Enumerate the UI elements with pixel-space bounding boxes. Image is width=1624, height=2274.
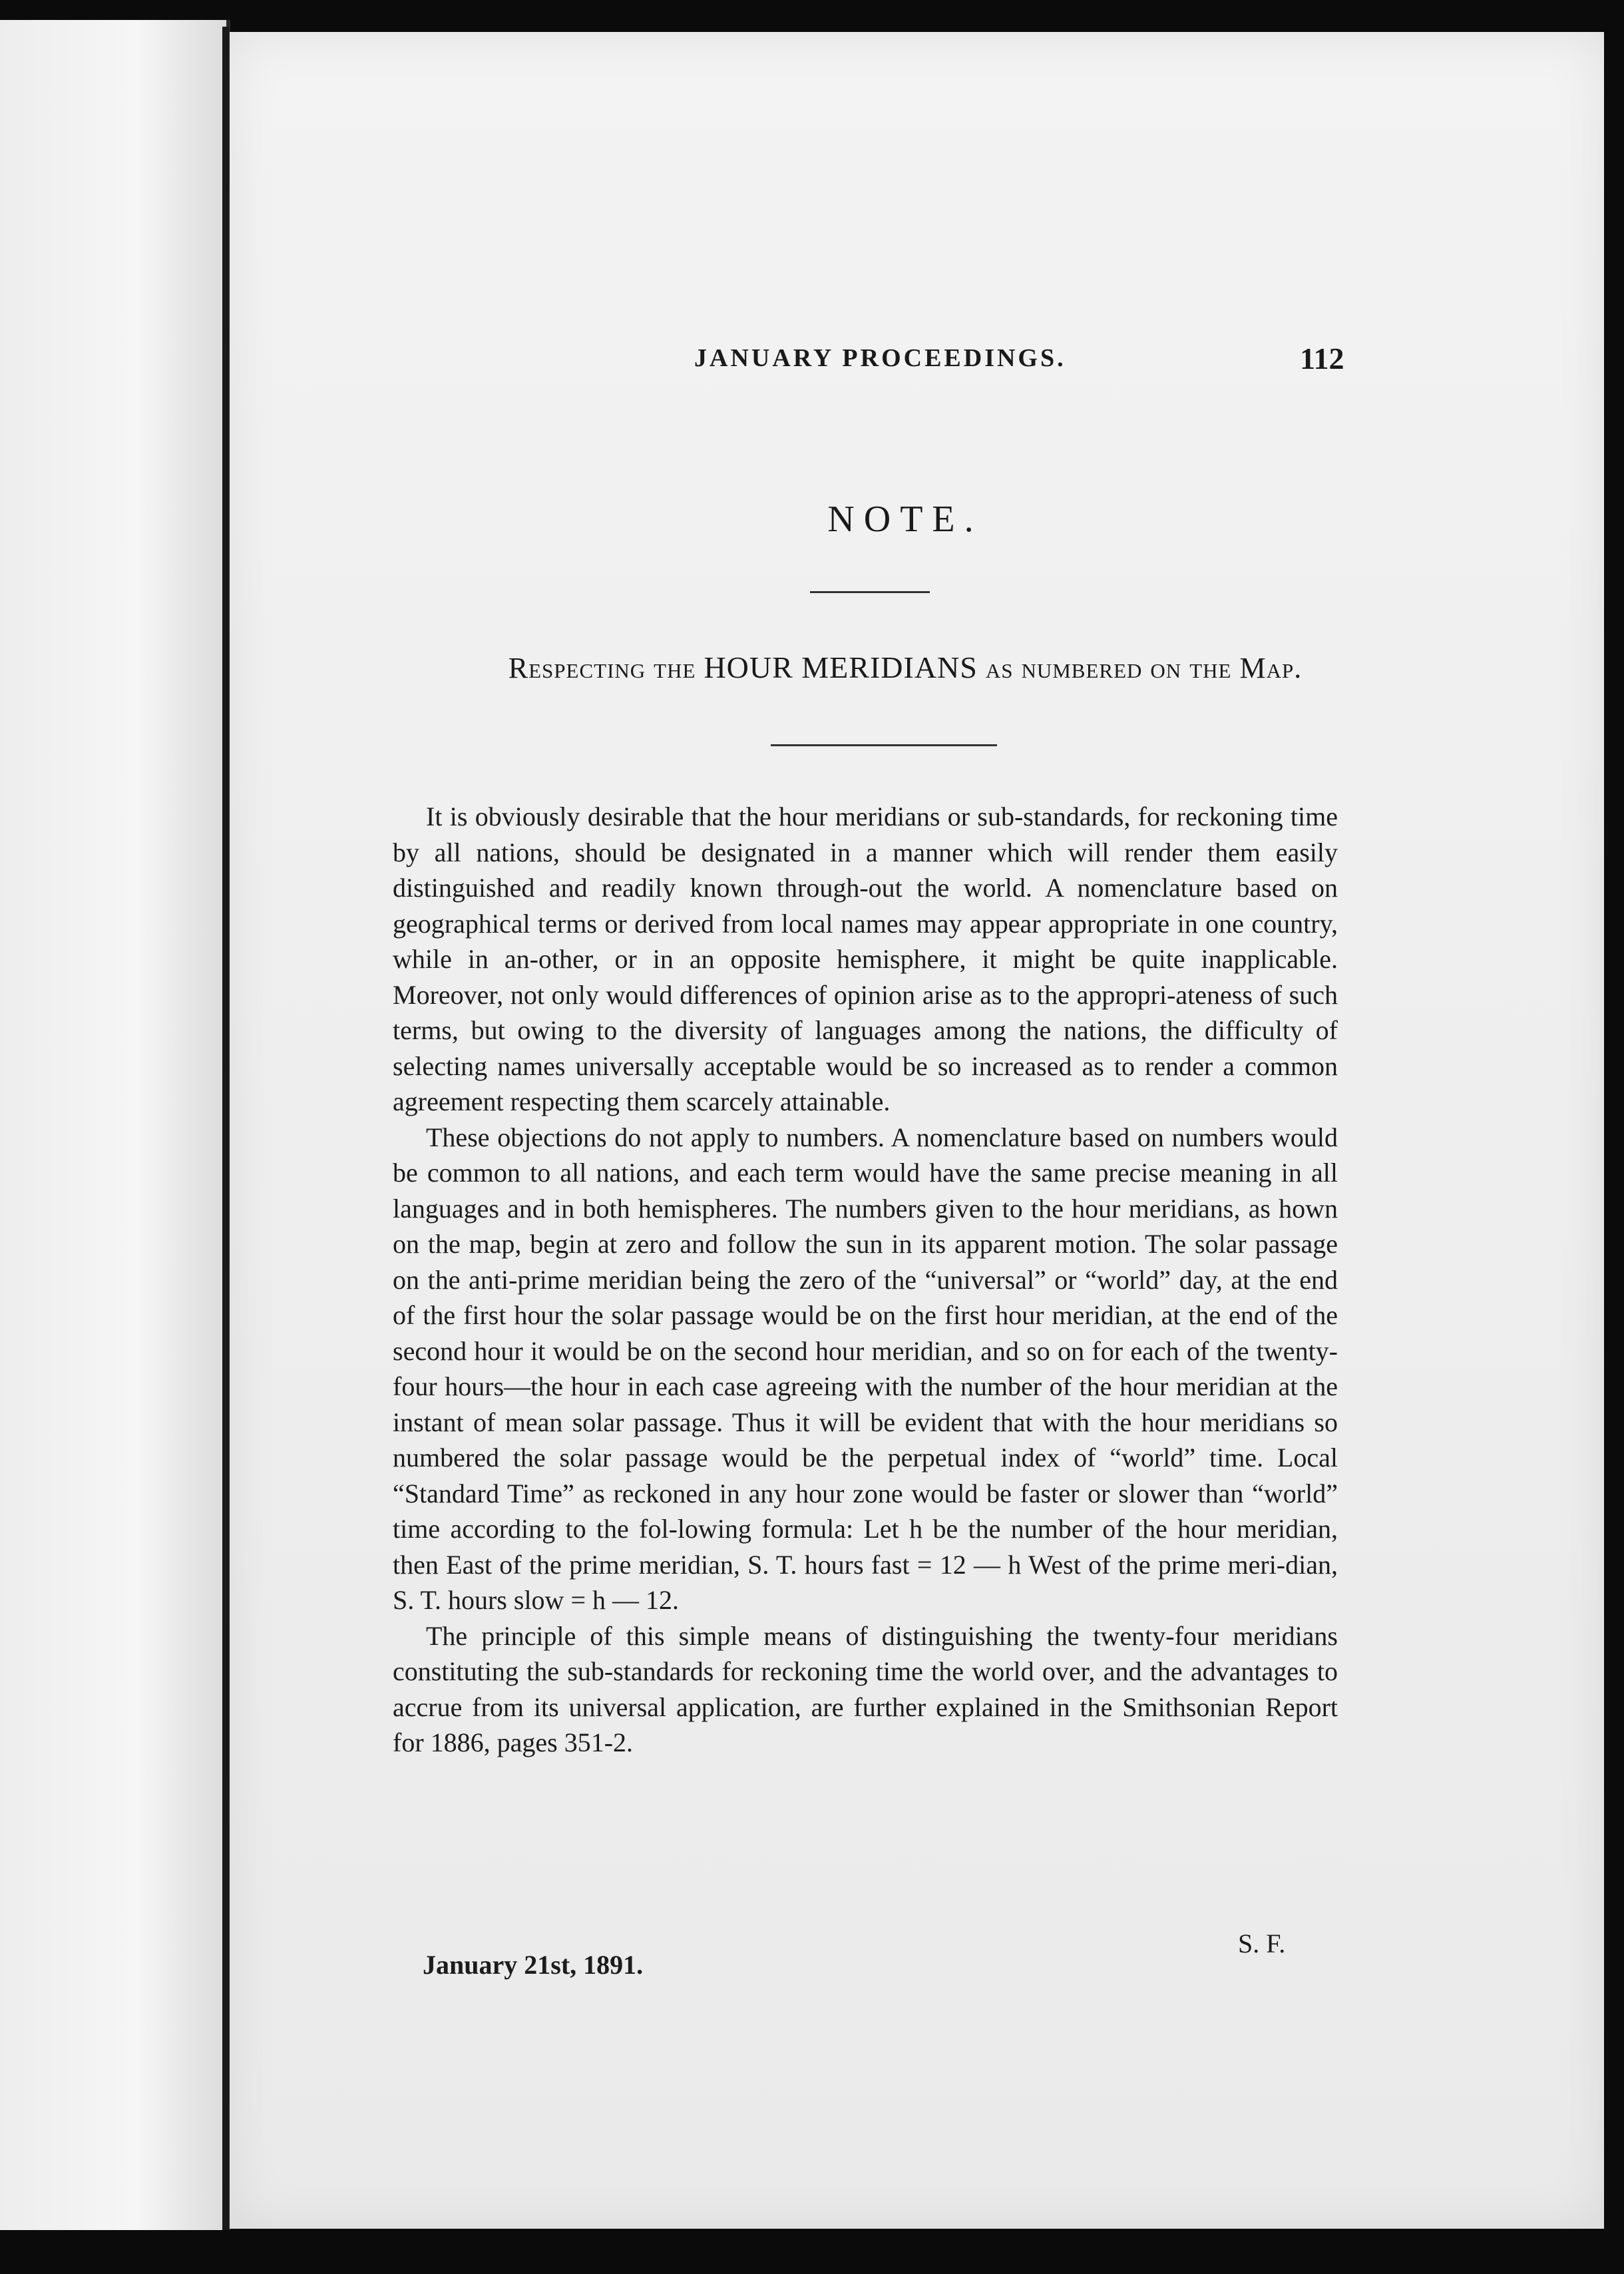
running-head	[230, 343, 1581, 383]
paragraph: The principle of this simple means of distinguishing the twenty-four meridians constituting the sub-standards for reckoning time the world over, and the advantages to accrue from its universal application, are further explained in the Smithsonian Report for 1886, pages 351-2.	[393, 1620, 1338, 1757]
book-binding	[222, 27, 229, 2230]
document-page	[230, 32, 1604, 2229]
paragraph: These objections do not apply to numbers. A nomenclature based on numbers would be common to all nations, and each term would have the same precise meaning in all languages and in both hemispheres. The numbers given to the hour meridians, as hown on the map, begin at zero and follow the sun in its apparent motion. The solar passage on the anti-prime meridian being the zero of the “universal” or “world” day, at the end of the first hour the solar passage would be on the first hour meridian, at the end of the second hour it would be on the second hour meridian, and so on for each of the twenty-four hours—the hour in each case agreeing with the number of the hour meridian at the instant of mean solar passage. Thus it will be evident that with the hour meridians so numbered the solar passage would be the perpetual index of “world” time. Local “Standard Time” as reckoned in any hour zone would be faster or slower than “world” time according to the fol-lowing formula: Let h be the number of the hour meridian, then East of the prime meridian, S. T. hours fast = 12 — h West of the prime meri-dian, S. T. hours slow = h — 12.	[393, 1122, 1338, 1615]
subtitle-lead: Respecting the	[508, 652, 704, 684]
facing-page-edge	[0, 20, 230, 2230]
subtitle	[230, 650, 1581, 685]
paragraph: It is obviously desirable that the hour meridians or sub-standards, for reckoning time by all nations, should be designated in a manner which will render them easily distinguished and readily known through-out the world. A nomenclature based on geographical terms or derived from local names may appear appropriate in one country, while in an-other, or in an opposite hemisphere, it might be quite inapplicable. Moreover, not only would differences of opinion arise as to the appropri-ateness of such terms, but owing to the diversity of languages among the nations, the difficulty of selecting names universally acceptable would be so increased as to render a common agreement respecting them scarcely attainable.	[393, 801, 1338, 1116]
subtitle-emphasis: HOUR MERIDIANS	[704, 650, 978, 684]
divider-rule	[771, 744, 997, 746]
body-text	[393, 799, 1338, 1761]
note-title: NOTE.	[827, 499, 983, 540]
date-line: January 21st, 1891.	[423, 1950, 644, 1980]
running-title: JANUARY PROCEEDINGS.	[694, 344, 1066, 372]
signature-initials: S. F.	[1238, 1929, 1286, 1958]
divider-rule	[810, 591, 930, 593]
page-number: 112	[1300, 341, 1344, 375]
subtitle-tail: as numbered on the Map.	[977, 652, 1303, 684]
